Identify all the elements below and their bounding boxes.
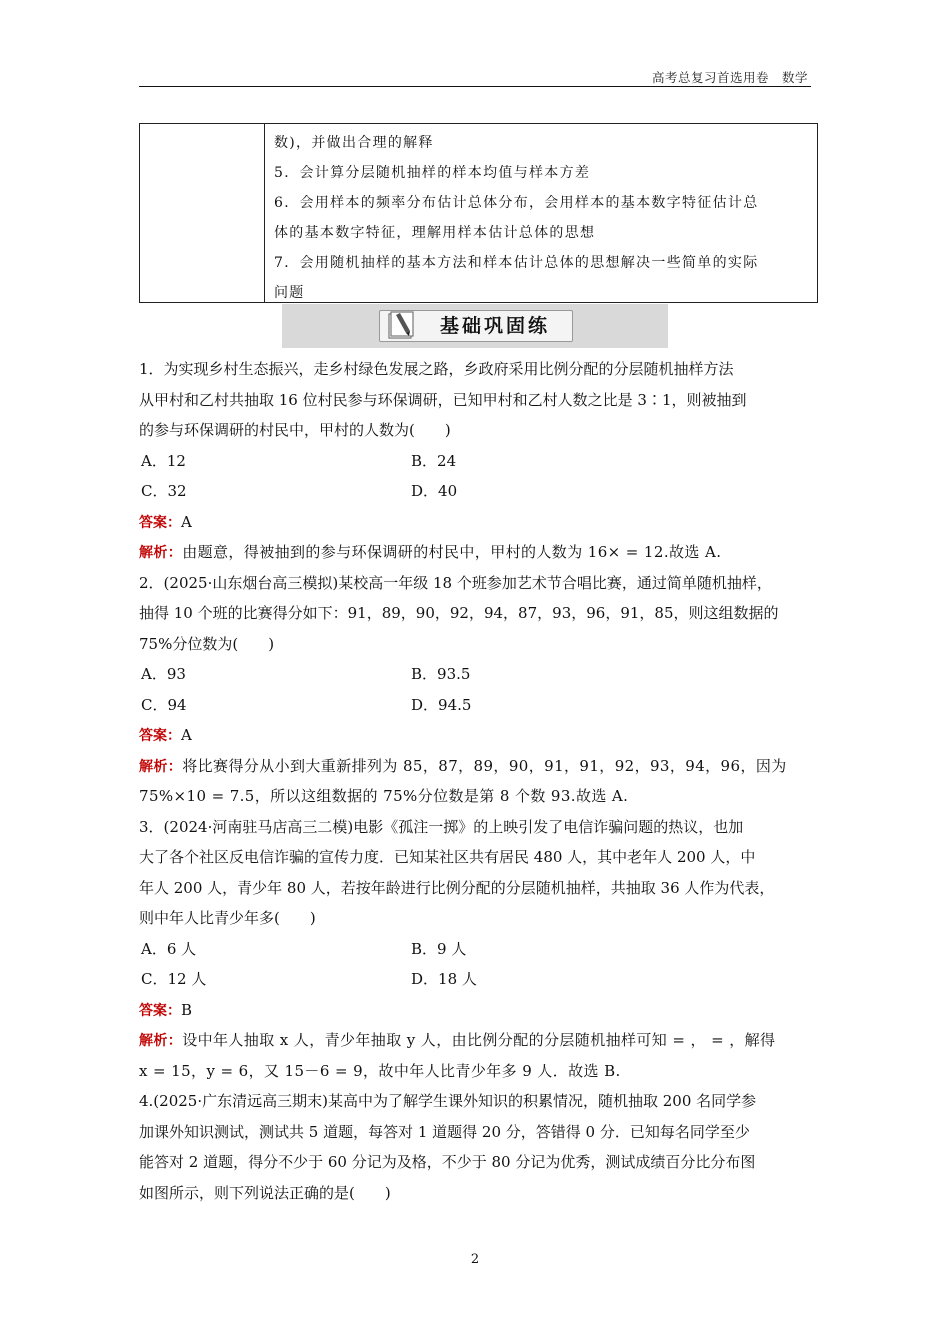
option-a: A．93 xyxy=(141,665,186,683)
option-row xyxy=(139,690,819,721)
page-number: 2 xyxy=(470,1252,480,1267)
answer-value: A xyxy=(181,512,192,531)
objective-line: 问题 xyxy=(274,285,305,301)
analysis-label: 解析： xyxy=(139,1033,183,1049)
option-d: D．40 xyxy=(411,482,458,500)
header-divider xyxy=(139,86,811,87)
analysis-text: 由题意，得被抽到的参与环保调研的村民中，甲村的人数为 16× = 12.故选 A. xyxy=(182,543,722,561)
option-b: B．9 人 xyxy=(411,939,467,958)
answer-label: 答案： xyxy=(139,514,181,531)
objectives-content-cell xyxy=(274,128,809,308)
option-a: A．6 人 xyxy=(141,939,197,958)
question-text-line: 则中年人比青少年多( ) xyxy=(139,909,316,927)
question-text-line: 抽得 10 个班的比赛得分如下：91，89，90，92，94，87，93，96，91，85，则这组数据的 xyxy=(139,604,779,622)
analysis-label: 解析： xyxy=(139,545,183,561)
option-d: D．18 人 xyxy=(411,970,477,988)
analysis-text: 设中年人抽取 x 人，青少年抽取 y 人，由比例分配的分层随机抽样可知 = ， = ，解得 xyxy=(182,1031,776,1049)
question-text-line: 能答对 2 道题，得分不少于 60 分记为及格，不少于 80 分记为优秀，测试成绩百分比分布图 xyxy=(139,1153,756,1171)
objective-line: 5．会计算分层随机抽样的样本均值与样本方差 xyxy=(274,165,591,181)
question-text-line: 75%分位数为( ) xyxy=(139,634,275,653)
question-text-line: 大了各个社区反电信诈骗的宣传力度．已知某社区共有居民 480 人，其中老年人 200 人，中 xyxy=(139,848,756,866)
option-d: D．94.5 xyxy=(411,695,472,714)
question-text-line: 的参与环保调研的村民中，甲村的人数为( ) xyxy=(139,421,451,439)
analysis-line xyxy=(139,537,819,568)
option-row xyxy=(139,476,819,507)
analysis-line: 75%×10 = 7.5，所以这组数据的 75%分位数是第 8 个数 93.故选 A. xyxy=(139,787,629,805)
question-text-line: 加课外知识测试，测试共 5 道题，每答对 1 道题得 20 分，答错得 0 分．已知每名同学至少 xyxy=(139,1122,750,1141)
analysis-text: 将比赛得分从小到大重新排列为 85，87，89，90，91，91，92，93，94，96，因为 xyxy=(182,756,787,775)
analysis-line xyxy=(139,751,819,782)
section-banner xyxy=(282,304,668,348)
answer-label: 答案： xyxy=(139,1002,181,1019)
question-1 xyxy=(139,354,819,568)
option-row xyxy=(139,934,819,965)
section-banner-box xyxy=(379,310,573,342)
question-text-line: 2．(2025·山东烟台高三模拟)某校高一年级 18 个班参加艺术节合唱比赛，通过简单随机抽样， xyxy=(139,573,772,592)
option-row xyxy=(139,964,819,995)
question-4 xyxy=(139,1086,819,1208)
section-title: 基础巩固练 xyxy=(440,315,551,337)
question-text-line: 如图所示，则下列说法正确的是( ) xyxy=(139,1183,391,1202)
analysis-line xyxy=(139,1025,819,1056)
objective-line: 体的基本数字特征，理解用样本估计总体的思想 xyxy=(274,225,596,241)
answer-value: B xyxy=(181,1000,193,1019)
option-a: A．12 xyxy=(141,451,186,470)
question-text-line: 从甲村和乙村共抽取 16 位村民参与环保调研，已知甲村和乙村人数之比是 3∶1，则被抽到 xyxy=(139,390,747,409)
answer-line xyxy=(139,995,819,1026)
question-text-line: 3．(2024·河南驻马店高三二模)电影《孤注一掷》的上映引发了电信诈骗问题的热议，也加 xyxy=(139,817,744,836)
objective-line: 数)，并做出合理的解释 xyxy=(274,135,434,151)
answer-line xyxy=(139,507,819,538)
analysis-label: 解析： xyxy=(139,758,183,775)
page-header-title: 高考总复习首选用卷 数学 xyxy=(651,70,808,85)
objective-line: 7．会用随机抽样的基本方法和样本估计总体的思想解决一些简单的实际 xyxy=(274,255,759,271)
objectives-label-cell xyxy=(140,124,265,302)
pencil-icon xyxy=(386,309,416,341)
option-c: C．94 xyxy=(141,695,187,714)
option-c: C．32 xyxy=(141,482,187,500)
objectives-table xyxy=(139,123,818,303)
question-text-line: 年人 200 人，青少年 80 人，若按年龄进行比例分配的分层随机抽样，共抽取 36 人作为代表， xyxy=(139,878,775,897)
question-list xyxy=(139,354,819,1208)
answer-line xyxy=(139,720,819,751)
option-c: C．12 人 xyxy=(141,970,207,988)
answer-label: 答案： xyxy=(139,728,181,744)
option-b: B．24 xyxy=(411,451,457,470)
option-b: B．93.5 xyxy=(411,665,471,683)
question-text-line: 1．为实现乡村生态振兴，走乡村绿色发展之路，乡政府采用比例分配的分层随机抽样方法 xyxy=(139,360,734,378)
option-row xyxy=(139,446,819,477)
question-text-line: 4.(2025·广东清远高三期末)某高中为了解学生课外知识的积累情况，随机抽取 200 名同学参 xyxy=(139,1092,757,1110)
question-2 xyxy=(139,568,819,812)
option-row xyxy=(139,659,819,690)
question-3 xyxy=(139,812,819,1087)
answer-value: A xyxy=(181,726,192,744)
objective-line: 6．会用样本的频率分布估计总体分布，会用样本的基本数字特征估计总 xyxy=(274,195,759,211)
analysis-line: x = 15，y = 6，又 15－6 = 9，故中年人比青少年多 9 人．故选 B. xyxy=(139,1061,621,1080)
